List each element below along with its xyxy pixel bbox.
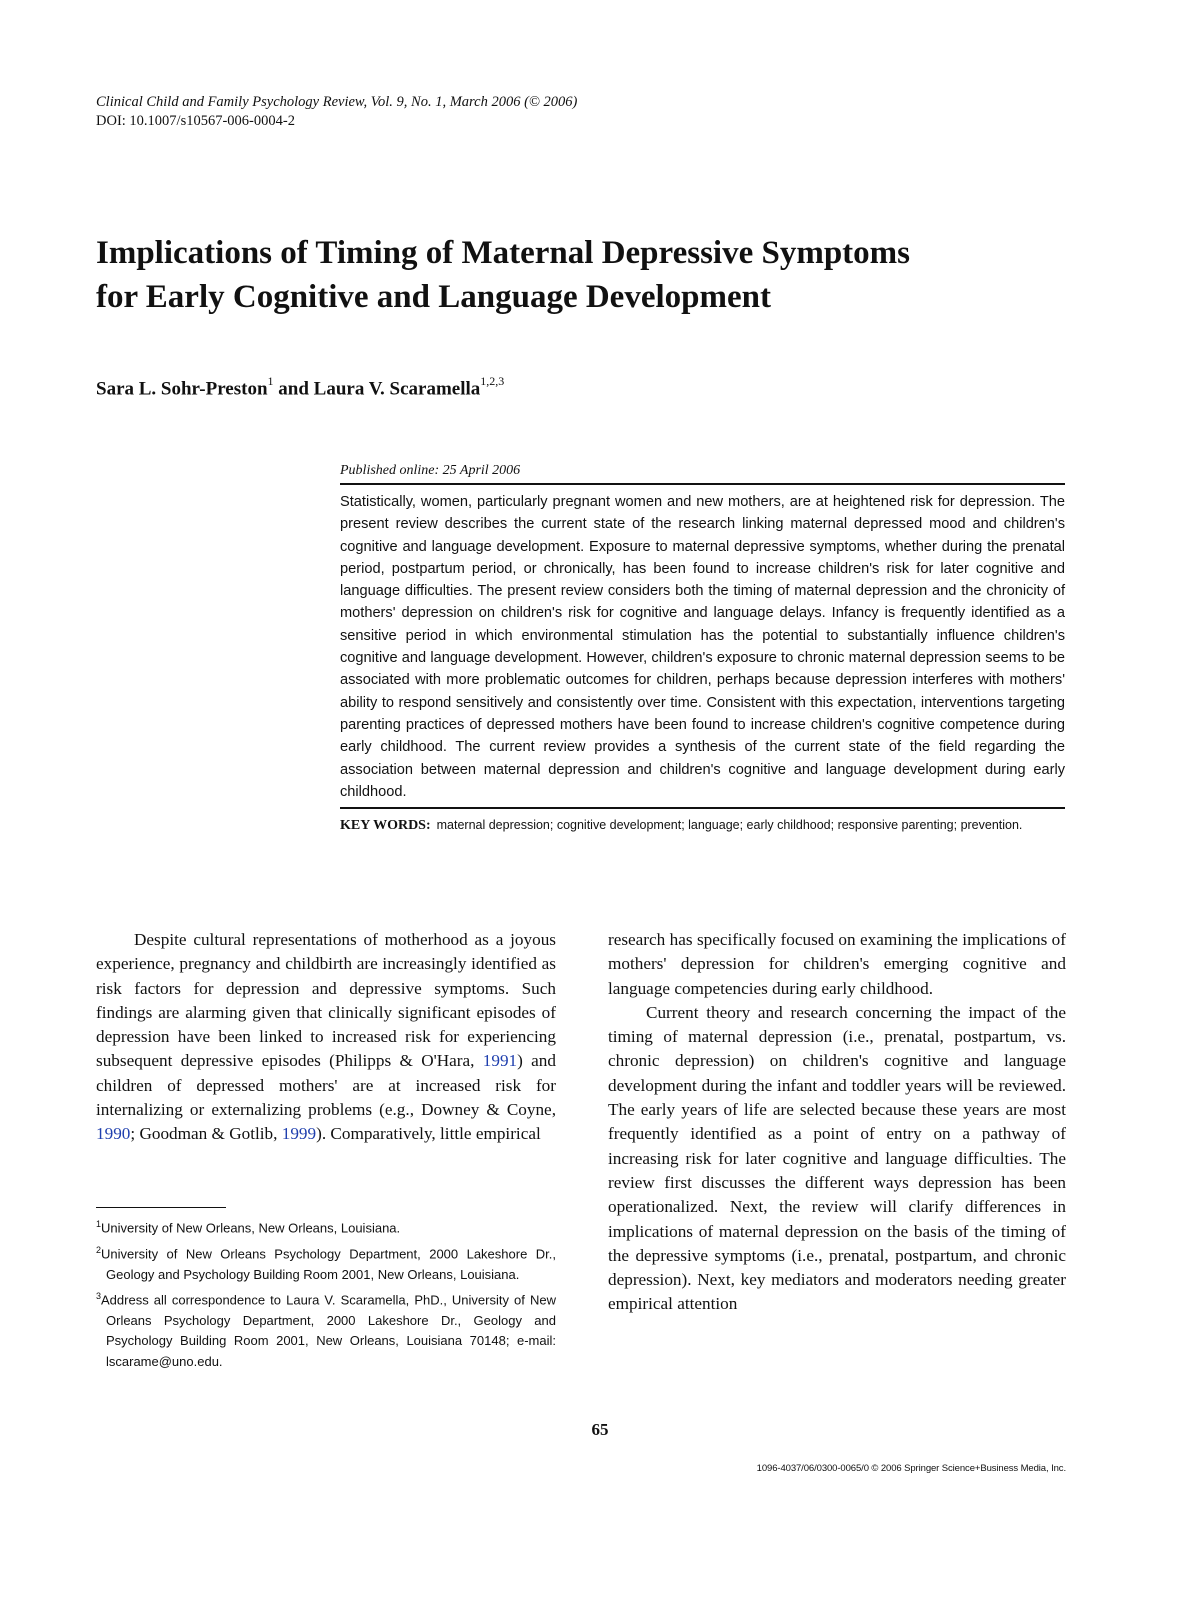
copyright-notice: 1096-4037/06/0300-0065/0 © 2006 Springer Science+Business Media, Inc. <box>756 1463 1066 1474</box>
author-separator: and <box>278 378 309 400</box>
citation-link[interactable]: 1999 <box>281 1124 317 1144</box>
footnote-marker: 3 <box>96 1291 102 1302</box>
footnote <box>96 1240 556 1285</box>
page-number: 65 <box>591 1420 609 1439</box>
footnote-divider <box>96 1207 226 1208</box>
affiliation-marker: 1,2,3 <box>480 374 505 388</box>
journal-header <box>96 93 577 131</box>
paper-title-line-2: for Early Cognitive and Language Development <box>96 279 771 315</box>
footnote-marker: 2 <box>96 1244 102 1255</box>
body-text: Despite cultural representations of motherhood as a joyous experience, pregnancy and childbirth are increasingly identified as risk factors for depression and depressive symptoms. Such findings are alarming given that clinically significant episodes of depression have been linked to increased risk for experiencing subsequent depressive episodes (Philipps & O'Hara, <box>96 930 556 1071</box>
paper-title <box>96 231 1076 319</box>
footnote-marker: 1 <box>96 1219 102 1229</box>
journal-citation: Clinical Child and Family Psychology Review, Vol. 9, No. 1, March 2006 (© 2006) <box>96 94 578 110</box>
body-column-right <box>608 928 1066 1317</box>
keywords-text: maternal depression; cognitive development; language; early childhood; responsive parenting; prevention. <box>436 818 1023 833</box>
abstract-section <box>340 462 1065 835</box>
paper-title-line-1: Implications of Timing of Maternal Depressive Symptoms <box>96 235 910 271</box>
keywords <box>340 807 1065 835</box>
keywords-label: KEY WORDS: <box>340 818 431 834</box>
body-text: ; Goodman & Gotlib, <box>130 1124 282 1144</box>
author-name: Laura V. Scaramella <box>313 378 481 400</box>
body-column-left <box>96 928 556 1147</box>
author-name: Sara L. Sohr-Preston <box>96 378 268 400</box>
affiliation-marker: 1 <box>267 374 274 388</box>
author-list <box>96 376 504 400</box>
body-text: ). Comparatively, little empirical <box>316 1124 541 1144</box>
body-text: ) and children of depressed mothers' are at increased risk for internalizing or externalizing problems (e.g., Downey & Coyne, <box>96 1051 556 1120</box>
body-paragraph <box>96 928 556 1147</box>
body-paragraph: research has specifically focused on examining the implications of mothers' depression for children's emerging cognitive and language competencies during early childhood. <box>608 930 1066 998</box>
footnote <box>96 1214 556 1239</box>
footnote <box>96 1286 556 1372</box>
footnotes <box>96 1214 556 1373</box>
doi: DOI: 10.1007/s10567-006-0004-2 <box>96 113 295 129</box>
body-paragraph: Current theory and research concerning the impact of the timing of maternal depression (i.e., prenatal, postpartum, vs. chronic depression) on children's cognitive and language development during the infant and toddler years will be reviewed. The early years of life are selected because these years are most frequently identified as a point of entry on a pathway of increasing risk for later cognitive and language difficulties. The review first discusses the different ways depression has been operationalized. Next, the review will clarify differences in implications of maternal depression on the basis of the timing of the depressive symptoms (i.e., prenatal, postpartum, and chronic depression). Next, key mediators and moderators needing greater empirical attention <box>608 1002 1066 1314</box>
abstract-text: Statistically, women, particularly pregnant women and new mothers, are at heightened risk for depression. The present review describes the current state of the research linking maternal depressed mood and children's cognitive and language development. Exposure to maternal depressive symptoms, whether during the prenatal period, postpartum period, or chronically, has been found to increase children's risk for later cognitive and language difficulties. The present review considers both the timing of maternal depression and the chronicity of mothers' depression on children's risk for cognitive and language delays. Infancy is frequently identified as a sensitive period in which environmental stimulation has the potential to substantially influence children's cognitive and language development. However, children's exposure to chronic maternal depression seems to be associated with more problematic outcomes for children, perhaps because depression interferes with mothers' ability to respond sensitively and consistently over time. Consistent with this expectation, interventions targeting parenting practices of depressed mothers have been found to increase children's cognitive competence during early childhood. The current review provides a synthesis of the current state of the field regarding the association between maternal depression and children's cognitive and language development during early childhood. <box>340 494 1065 800</box>
footnote-text: University of New Orleans, New Orleans, Louisiana. <box>101 1220 401 1236</box>
citation-link[interactable]: 1991 <box>482 1051 518 1071</box>
published-date: Published online: 25 April 2006 <box>340 462 1065 485</box>
citation-link[interactable]: 1990 <box>96 1124 131 1144</box>
footnote-text: University of New Orleans Psychology Department, 2000 Lakeshore Dr., Geology and Psychology Building Room 2001, New Orleans, Louisiana. <box>101 1246 556 1282</box>
footnote-text: Address all correspondence to Laura V. Scaramella, PhD., University of New Orleans Psychology Department, 2000 Lakeshore Dr., Geology and Psychology Building Room 2001, New Orleans, Louisiana 70148; e-mail: lscarame@uno.edu. <box>101 1292 556 1369</box>
